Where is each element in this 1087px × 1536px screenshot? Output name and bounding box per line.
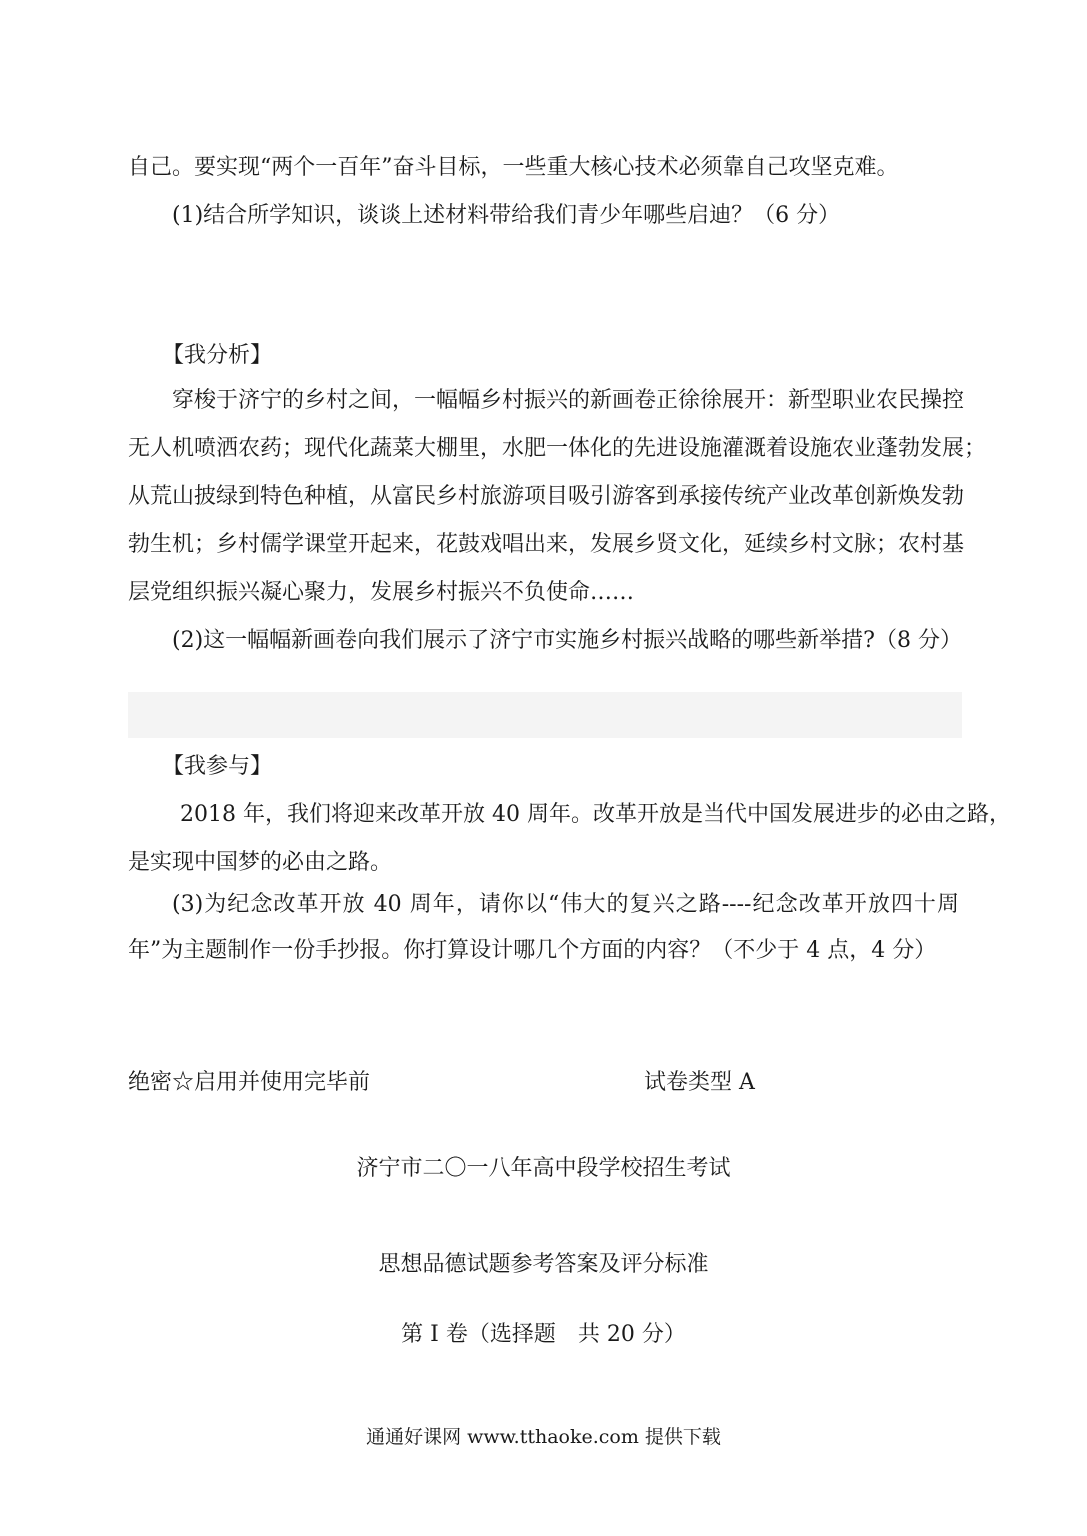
volume-title: 第 I 卷（选择题 共 20 分） xyxy=(401,1322,686,1347)
analysis-paragraph-line-3: 从荒山披绿到特色种植，从富民乡村旅游项目吸引游客到承接传统产业改革创新焕发勃 xyxy=(128,484,965,509)
participate-paragraph-line-1: 2018 年，我们将迎来改革开放 40 周年。改革开放是当代中国发展进步的必由之路， xyxy=(180,802,1011,827)
subject-title: 思想品德试题参考答案及评分标准 xyxy=(378,1252,709,1277)
participate-paragraph-line-2: 是实现中国梦的必由之路。 xyxy=(128,850,393,875)
analysis-section-label: 【我分析】 xyxy=(162,343,273,368)
exam-title: 济宁市二〇一八年高中段学校招生考试 xyxy=(356,1156,731,1181)
secret-label: 绝密☆启用并使用完毕前 xyxy=(128,1070,371,1095)
analysis-paragraph-line-5: 层党组织振兴凝心聚力，发展乡村振兴不负使命…… xyxy=(128,580,635,605)
question-3-line-1: (3)为纪念改革开放 40 周年，请你以“伟大的复兴之路----纪念改革开放四十周 xyxy=(172,892,959,917)
footer-watermark: 通通好课网 www.tthaoke.com 提供下载 xyxy=(366,1426,721,1448)
participate-section-label: 【我参与】 xyxy=(162,754,273,779)
material-end-text: 自己。要实现“两个一百年”奋斗目标，一些重大核心技术必须靠自己攻坚克难。 xyxy=(128,155,899,180)
answer-space-band xyxy=(128,692,962,738)
paper-type-label: 试卷类型 A xyxy=(644,1070,755,1095)
analysis-paragraph-line-4: 勃生机；乡村儒学课堂开起来，花鼓戏唱出来，发展乡贤文化，延续乡村文脉；农村基 xyxy=(128,532,965,557)
question-3-line-2: 年”为主题制作一份手抄报。你打算设计哪几个方面的内容？（不少于 4 点，4 分） xyxy=(128,938,937,963)
analysis-paragraph-line-1: 穿梭于济宁的乡村之间，一幅幅乡村振兴的新画卷正徐徐展开：新型职业农民操控 xyxy=(172,388,965,413)
question-1: (1)结合所学知识，谈谈上述材料带给我们青少年哪些启迪？（6 分） xyxy=(172,203,841,228)
question-2: (2)这一幅幅新画卷向我们展示了济宁市实施乡村振兴战略的哪些新举措?（8 分） xyxy=(172,628,962,653)
analysis-paragraph-line-2: 无人机喷洒农药；现代化蔬菜大棚里，水肥一体化的先进设施灌溉着设施农业蓬勃发展； xyxy=(128,436,987,461)
